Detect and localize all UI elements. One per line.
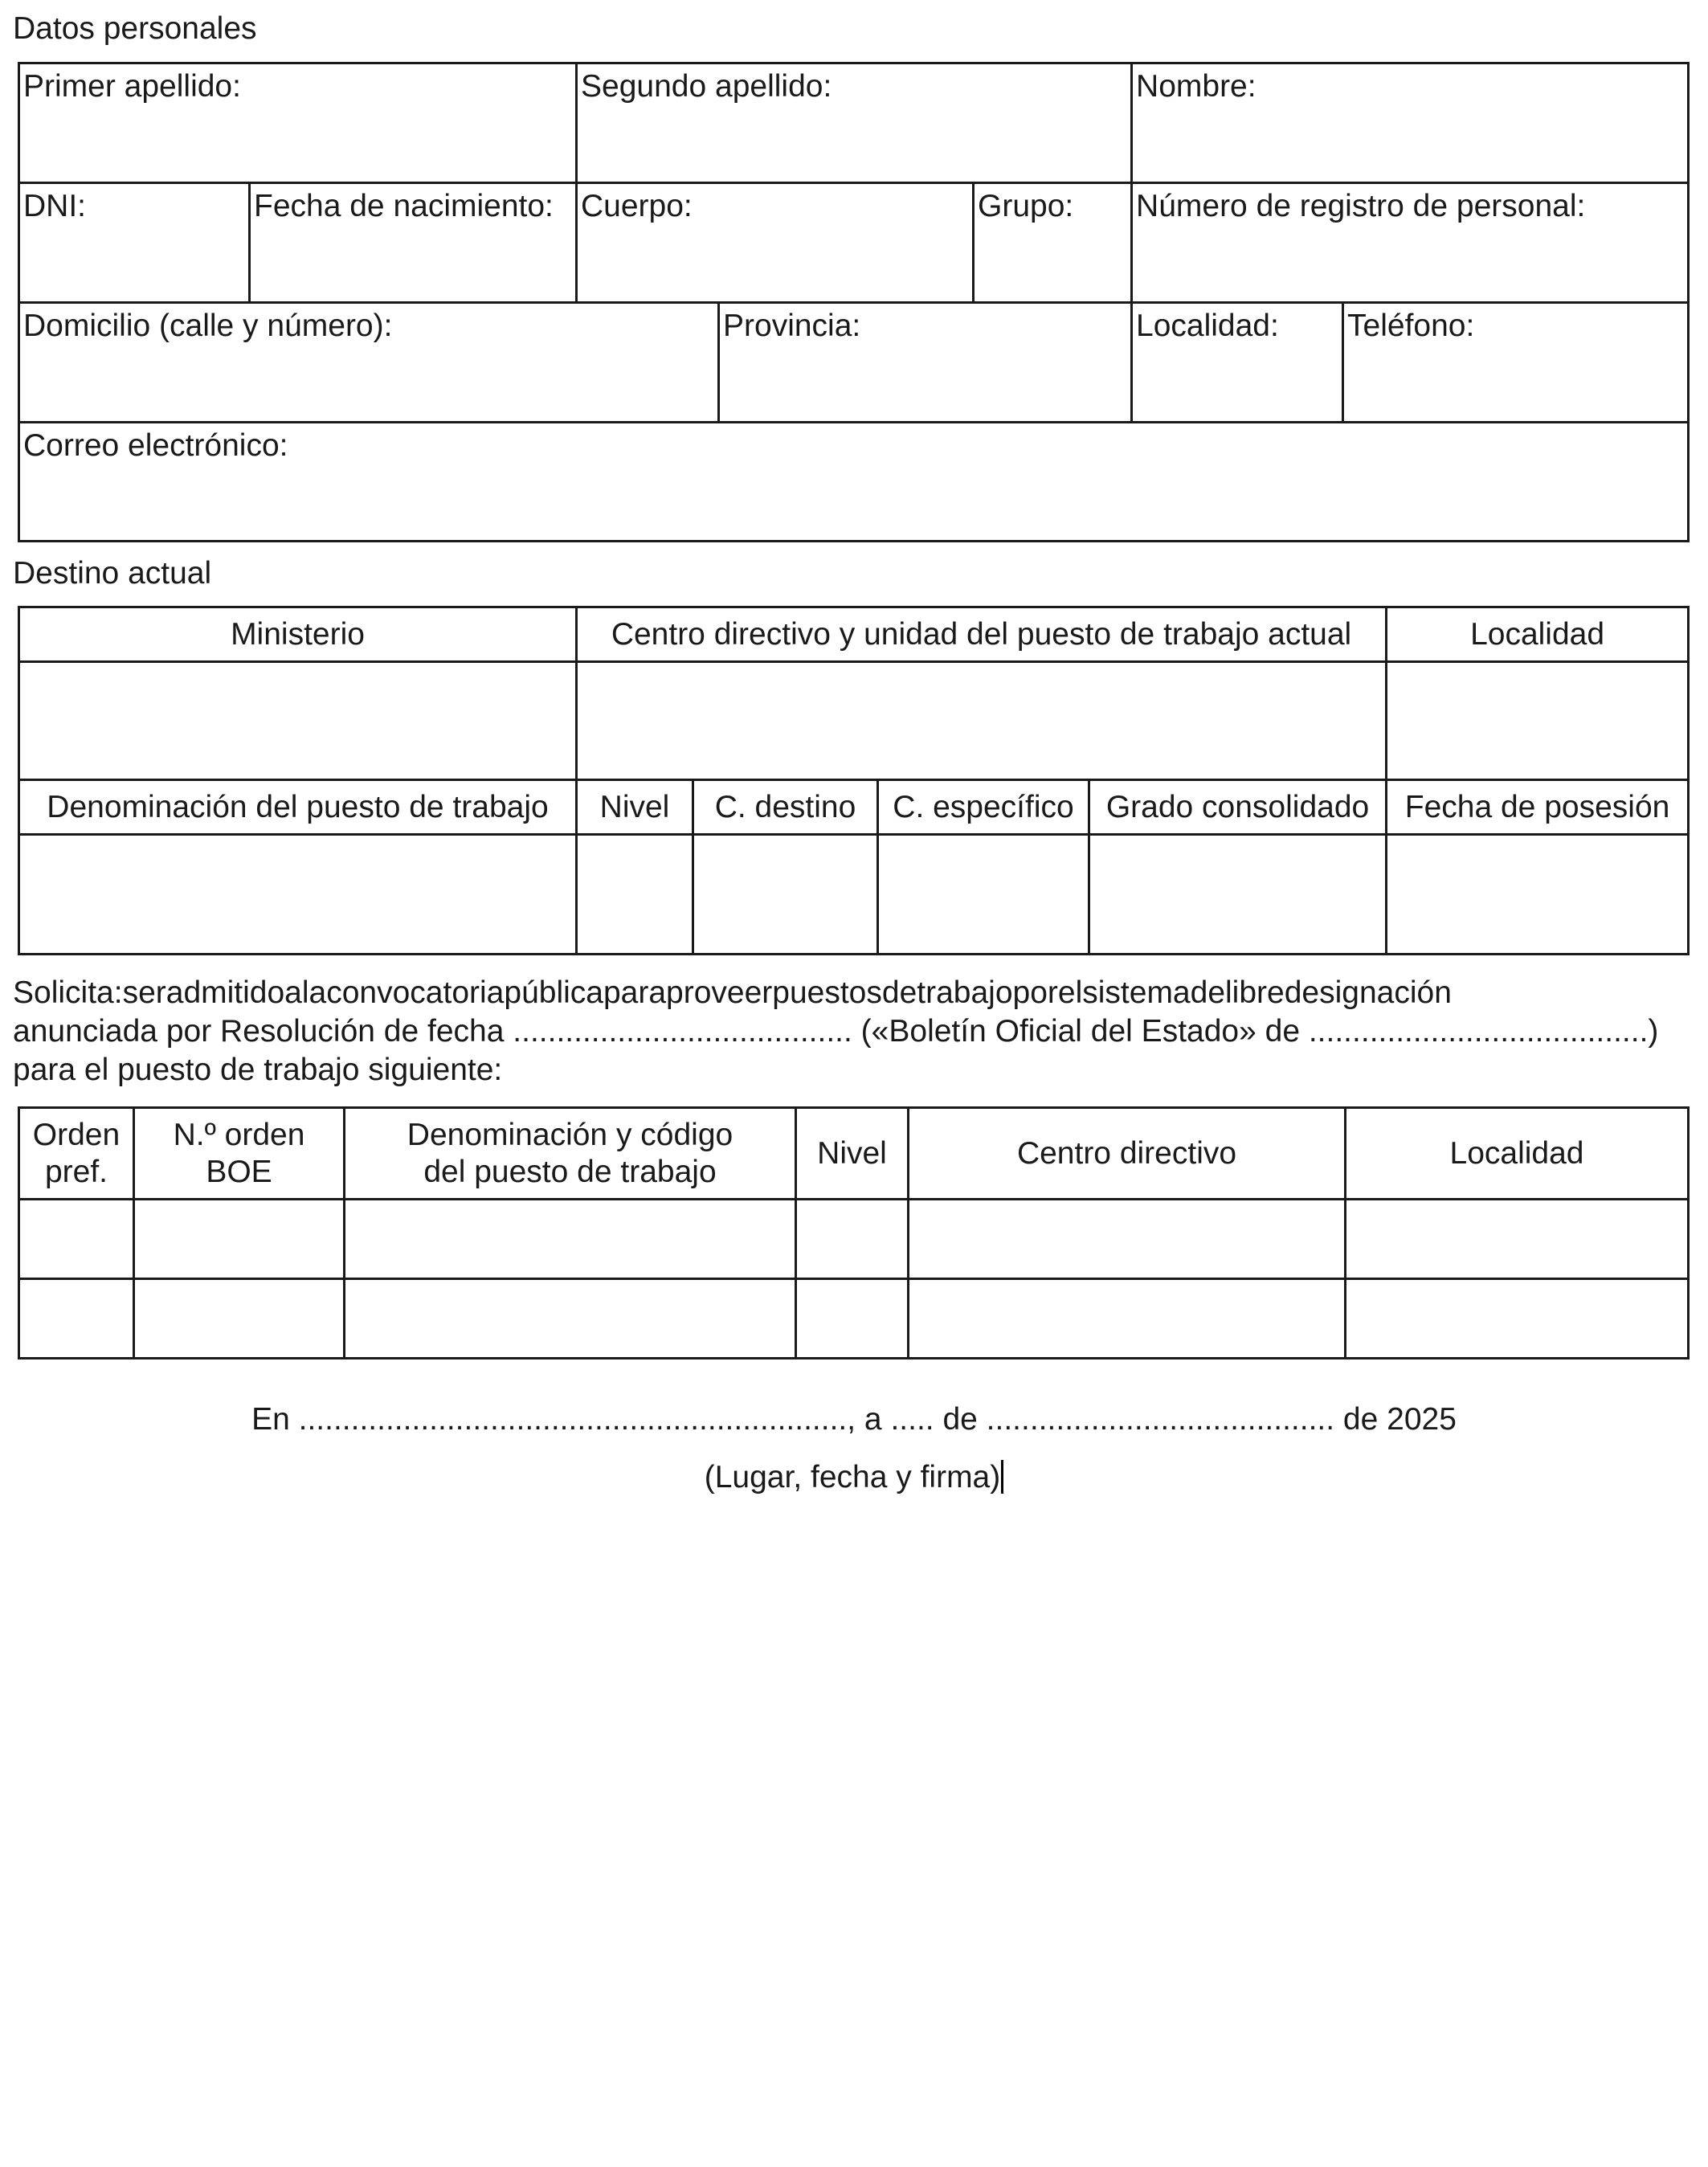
input-orden-boe[interactable] [134, 1279, 345, 1359]
signature-caption [0, 1459, 1708, 1496]
header-c-especifico: C. específico [878, 780, 1089, 835]
request-line-2: anunciada por Resolución de fecha ....................................... («Boletín Oficial del Estado» de .......................................) [13, 1014, 1659, 1049]
input-localidad-solicitada[interactable] [1346, 1200, 1689, 1279]
header-nivel-solicitado: Nivel [796, 1108, 909, 1200]
input-orden-pref[interactable] [19, 1279, 134, 1359]
header-orden-boe-line2: BOE [206, 1154, 272, 1189]
request-line-3: para el puesto de trabajo siguiente: [13, 1053, 503, 1087]
field-correo-electronico[interactable]: Correo electrónico: [19, 423, 1689, 542]
header-orden-boe [134, 1108, 345, 1200]
header-nivel: Nivel [577, 780, 693, 835]
section-title-destino-actual: Destino actual [13, 556, 212, 591]
input-c-destino[interactable] [693, 835, 878, 955]
word: puestos [772, 975, 882, 1010]
word: admitido [165, 975, 285, 1010]
word: el [1057, 975, 1083, 1010]
text-cursor [1001, 1460, 1003, 1494]
request-line-1 [13, 974, 1700, 1012]
word: libre [1225, 975, 1285, 1010]
field-nombre[interactable]: Nombre: [1132, 63, 1689, 183]
field-cuerpo[interactable]: Cuerpo: [577, 183, 974, 303]
word: de [1190, 975, 1226, 1010]
word: la [301, 975, 327, 1010]
header-centro-directivo-unidad: Centro directivo y unidad del puesto de trabajo actual [577, 607, 1387, 662]
header-c-destino: C. destino [693, 780, 878, 835]
header-denominacion-codigo [345, 1108, 796, 1200]
word: de [881, 975, 917, 1010]
header-fecha-posesion: Fecha de posesión [1387, 780, 1689, 835]
word: Solicita: [13, 975, 123, 1010]
input-orden-pref[interactable] [19, 1200, 134, 1279]
input-denominacion-puesto[interactable] [19, 835, 577, 955]
word: proveer [666, 975, 773, 1010]
header-localidad: Localidad [1387, 607, 1689, 662]
header-orden-pref-line1: Orden [32, 1117, 121, 1152]
field-localidad[interactable]: Localidad: [1132, 303, 1343, 423]
input-localidad-actual[interactable] [1387, 662, 1689, 780]
table-row [19, 1279, 1689, 1359]
word: por [1012, 975, 1058, 1010]
header-centro-directivo: Centro directivo [909, 1108, 1346, 1200]
word: para [603, 975, 667, 1010]
field-telefono[interactable]: Teléfono: [1343, 303, 1689, 423]
request-paragraph [13, 974, 1700, 1090]
input-nivel-solicitado[interactable] [796, 1279, 909, 1359]
word: sistema [1082, 975, 1191, 1010]
input-nivel[interactable] [577, 835, 693, 955]
word: trabajo [917, 975, 1013, 1010]
header-grado-consolidado: Grado consolidado [1089, 780, 1387, 835]
input-denominacion-codigo[interactable] [345, 1279, 796, 1359]
input-denominacion-codigo[interactable] [345, 1200, 796, 1279]
input-nivel-solicitado[interactable] [796, 1200, 909, 1279]
requested-posts-table [18, 1106, 1690, 1359]
field-domicilio[interactable]: Domicilio (calle y número): [19, 303, 719, 423]
input-ministerio[interactable] [19, 662, 577, 780]
field-fecha-nacimiento[interactable]: Fecha de nacimiento: [250, 183, 577, 303]
input-centro-directivo[interactable] [909, 1200, 1346, 1279]
personal-data-table [18, 62, 1690, 542]
current-post-table [18, 606, 1690, 955]
header-localidad-solicitada: Localidad [1346, 1108, 1689, 1200]
section-title-datos-personales: Datos personales [13, 11, 257, 46]
input-grado-consolidado[interactable] [1089, 835, 1387, 955]
word: designación [1284, 975, 1452, 1010]
header-orden-pref [19, 1108, 134, 1200]
field-provincia[interactable]: Provincia: [719, 303, 1132, 423]
field-grupo[interactable]: Grupo: [974, 183, 1132, 303]
header-denominacion-codigo-line2: del puesto de trabajo [423, 1154, 717, 1189]
signature-place-date-line: En ..............................................................., a ..... de ........................................ de 2025 [251, 1402, 1457, 1437]
input-c-especifico[interactable] [878, 835, 1089, 955]
header-denominacion-puesto: Denominación del puesto de trabajo [19, 780, 577, 835]
field-dni[interactable]: DNI: [19, 183, 250, 303]
word: a [284, 975, 302, 1010]
field-segundo-apellido[interactable]: Segundo apellido: [577, 63, 1132, 183]
input-fecha-posesion[interactable] [1387, 835, 1689, 955]
header-orden-boe-line1: N.º orden [173, 1117, 305, 1152]
field-numero-registro[interactable]: Número de registro de personal: [1132, 183, 1689, 303]
word: convocatoria [326, 975, 505, 1010]
word: pública [504, 975, 603, 1010]
header-ministerio: Ministerio [19, 607, 577, 662]
input-centro-directivo-unidad[interactable] [577, 662, 1387, 780]
header-orden-pref-line2: pref. [44, 1154, 108, 1189]
input-orden-boe[interactable] [134, 1200, 345, 1279]
header-denominacion-codigo-line1: Denominación y código [407, 1117, 733, 1152]
field-primer-apellido[interactable]: Primer apellido: [19, 63, 577, 183]
input-centro-directivo[interactable] [909, 1279, 1346, 1359]
input-localidad-solicitada[interactable] [1346, 1279, 1689, 1359]
signature-caption-text: (Lugar, fecha y firma) [704, 1460, 1001, 1494]
word: ser [122, 975, 166, 1010]
table-row [19, 1200, 1689, 1279]
